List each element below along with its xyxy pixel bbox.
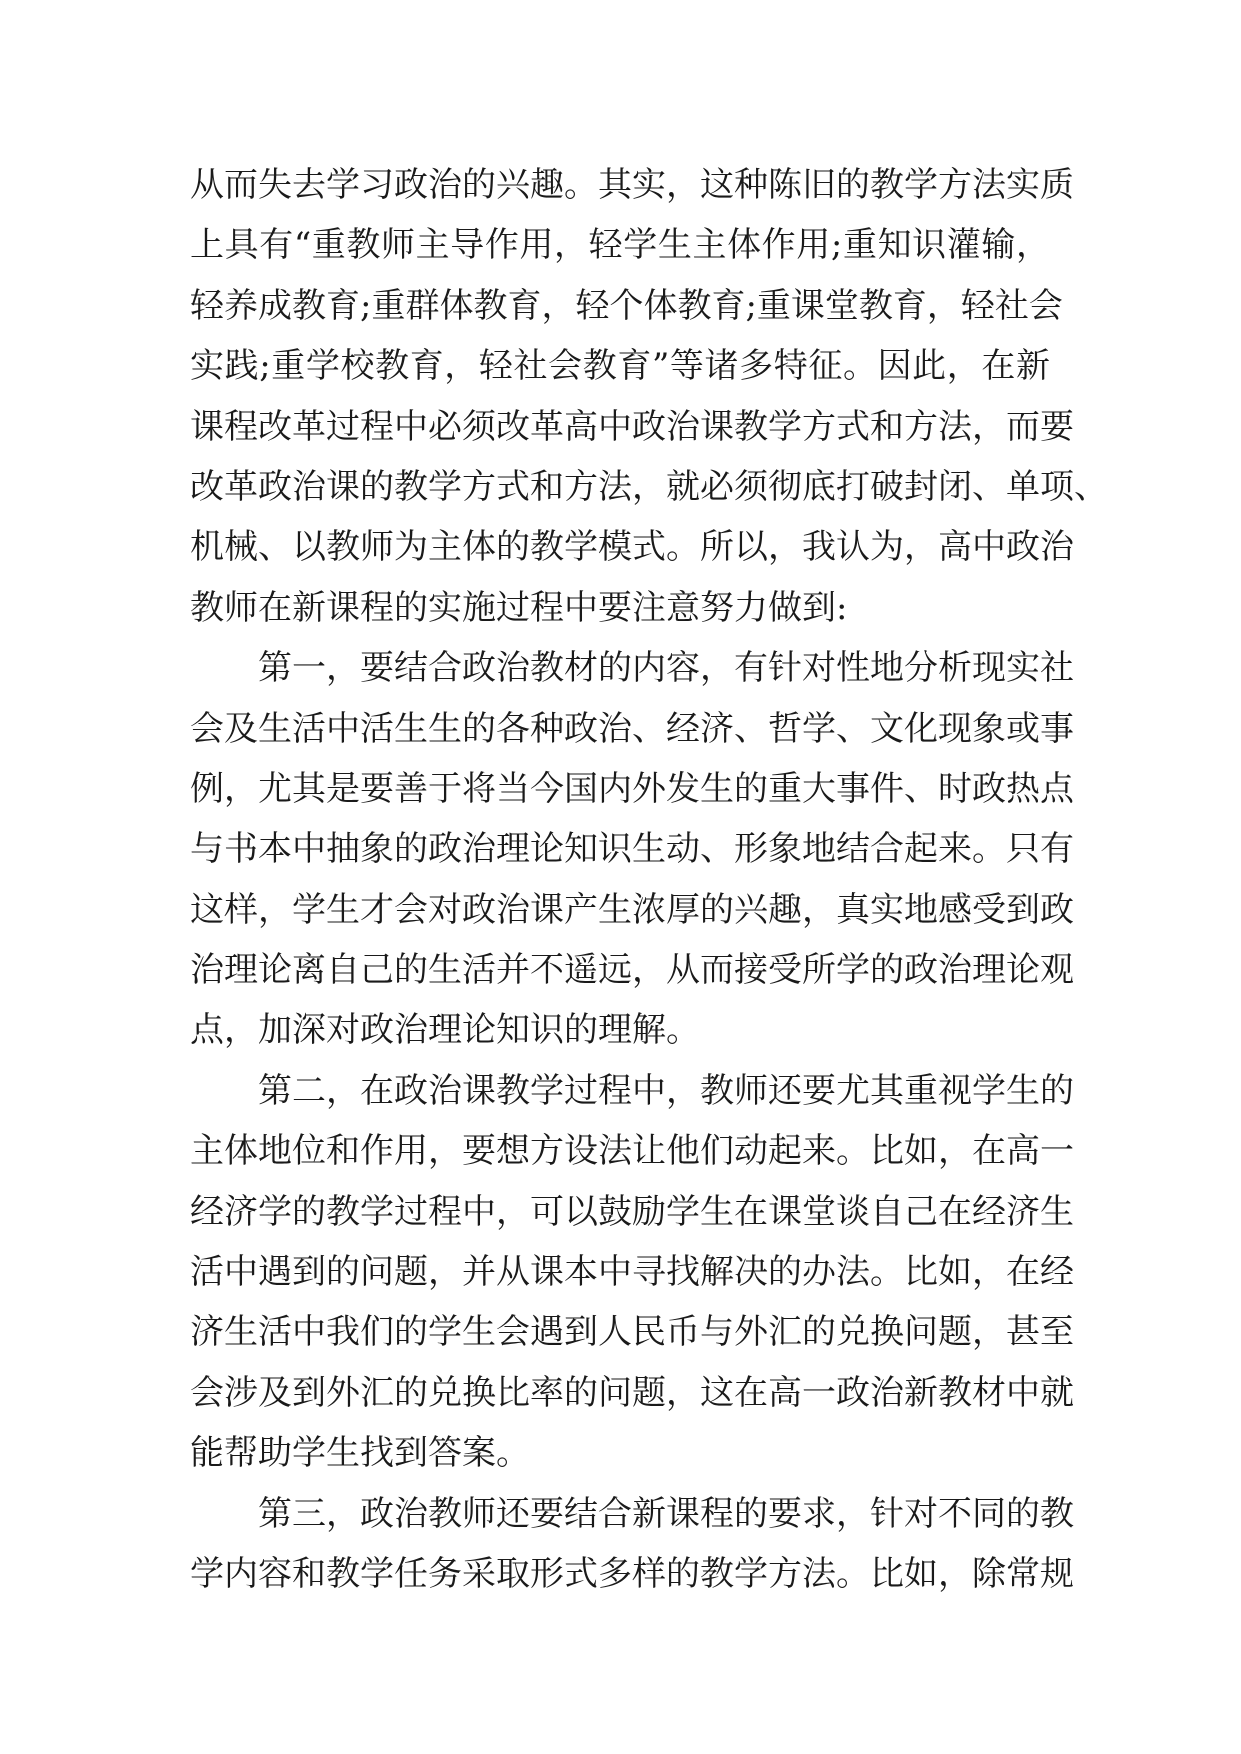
text-line: 实践;重学校教育，轻社会教育”等诸多特征。因此，在新 [190,346,1050,387]
paragraph-3 [190,1061,1074,1484]
text-line: 教师在新课程的实施过程中要注意努力做到: [190,587,848,628]
text-line: 上具有“重教师主导作用，轻学生主体作用;重知识灌输， [190,225,1050,266]
text-line: 能帮助学生找到答案。 [190,1433,530,1474]
text-line: 改革政治课的教学方式和方法，就必须彻底打破封闭、单项、 [190,466,1108,507]
paragraph-4 [190,1484,1074,1605]
text-line: 治理论离自己的生活并不遥远，从而接受所学的政治理论观 [190,950,1074,991]
text-line: 会涉及到外汇的兑换比率的问题，这在高一政治新教材中就 [190,1372,1074,1413]
text-line: 机械、以教师为主体的教学模式。所以，我认为，高中政治 [190,527,1074,568]
text-line: 课程改革过程中必须改革高中政治课教学方式和方法，而要 [190,406,1074,447]
paragraph-1 [190,155,1108,638]
text-line: 点，加深对政治理论知识的理解。 [190,1010,700,1051]
paragraph-2 [190,638,1074,1061]
text-line: 第二，在政治课教学过程中，教师还要尤其重视学生的 [258,1070,1074,1111]
text-line: 会及生活中活生生的各种政治、经济、哲学、文化现象或事 [190,708,1074,749]
text-line: 济生活中我们的学生会遇到人民币与外汇的兑换问题，甚至 [190,1312,1074,1353]
text-line: 这样，学生才会对政治课产生浓厚的兴趣，真实地感受到政 [190,889,1074,930]
text-line: 学内容和教学任务采取形式多样的教学方法。比如，除常规 [190,1553,1074,1594]
text-line: 第一，要结合政治教材的内容，有针对性地分析现实社 [258,648,1074,689]
text-line: 经济学的教学过程中，可以鼓励学生在课堂谈自己在经济生 [190,1191,1074,1232]
text-line: 活中遇到的问题，并从课本中寻找解决的办法。比如，在经 [190,1252,1074,1293]
text-line: 例，尤其是要善于将当今国内外发生的重大事件、时政热点 [190,768,1074,809]
text-line: 第三，政治教师还要结合新课程的要求，针对不同的教 [258,1493,1074,1534]
body-text [190,155,1108,1604]
text-line: 主体地位和作用，要想方设法让他们动起来。比如，在高一 [190,1131,1074,1172]
text-line: 轻养成教育;重群体教育，轻个体教育;重课堂教育，轻社会 [190,285,1063,326]
text-line: 从而失去学习政治的兴趣。其实，这种陈旧的教学方法实质 [190,165,1074,205]
text-line: 与书本中抽象的政治理论知识生动、形象地结合起来。只有 [190,829,1074,870]
